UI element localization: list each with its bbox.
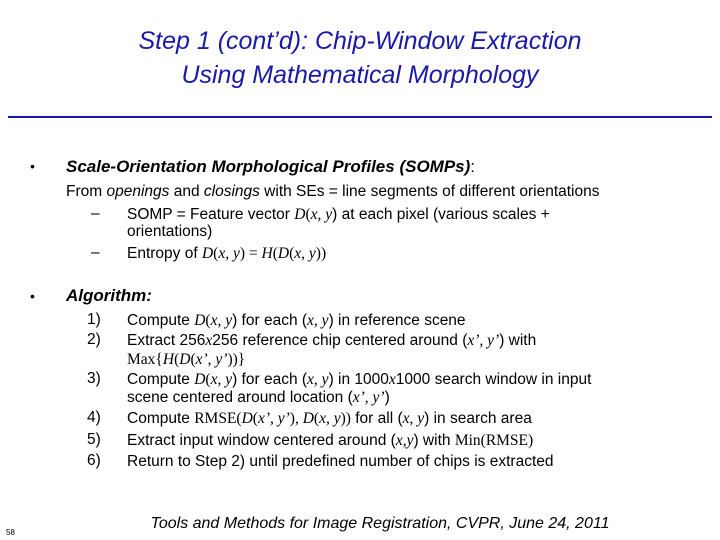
step-5: Extract input window centered around (x,y) with Min(RMSE) [127,432,534,449]
title-line-1: Step 1 (cont’d): Chip-Window Extraction [138,27,582,55]
dash-2: – [91,244,100,261]
somp-heading: Scale-Orientation Morphological Profiles (SOMPs): [66,157,476,176]
step-4: Compute RMSE(D(x’, y’), D(x, y)) for all (x, y) in search area [127,410,532,427]
step-number: 4) [87,409,101,426]
step-1: Compute D(x, y) for each (x, y) in reference scene [127,312,466,329]
title-line-2: Using Mathematical Morphology [181,61,539,89]
somp-item-1: SOMP = Feature vector D(x, y) at each pixel (various scales + [127,206,550,223]
slide-footer: Tools and Methods for Image Registration, CVPR, June 24, 2011 [150,515,610,532]
somp-item-1-cont: orientations) [127,223,213,240]
step-6: Return to Step 2) until predefined number of chips is extracted [127,453,554,470]
step-3-cont: scene centered around location (x’, y’) [127,389,390,406]
step-2: Extract 256x256 reference chip centered around (x’, y’) with [127,332,537,349]
title-divider [8,116,712,118]
step-number: 5) [87,431,101,448]
step-number: 1) [87,311,101,328]
step-3: Compute D(x, y) for each (x, y) in 1000x1000 search window in input [127,371,592,388]
step-number: 3) [87,370,101,387]
somp-intro: From openings and closings with SEs = line segments of different orientations [66,183,600,200]
somp-item-2: Entropy of D(x, y) = H(D(x, y)) [127,245,327,262]
bullet-1: • [30,158,35,174]
slide-title [0,24,720,92]
page-number: 58 [6,528,15,537]
algorithm-heading: Algorithm: [66,286,152,305]
step-2-cont: Max{H(D(x’, y’))} [127,351,246,368]
step-number: 6) [87,452,101,469]
bullet-2: • [30,288,35,304]
dash-1: – [91,205,100,222]
step-number: 2) [87,331,101,348]
